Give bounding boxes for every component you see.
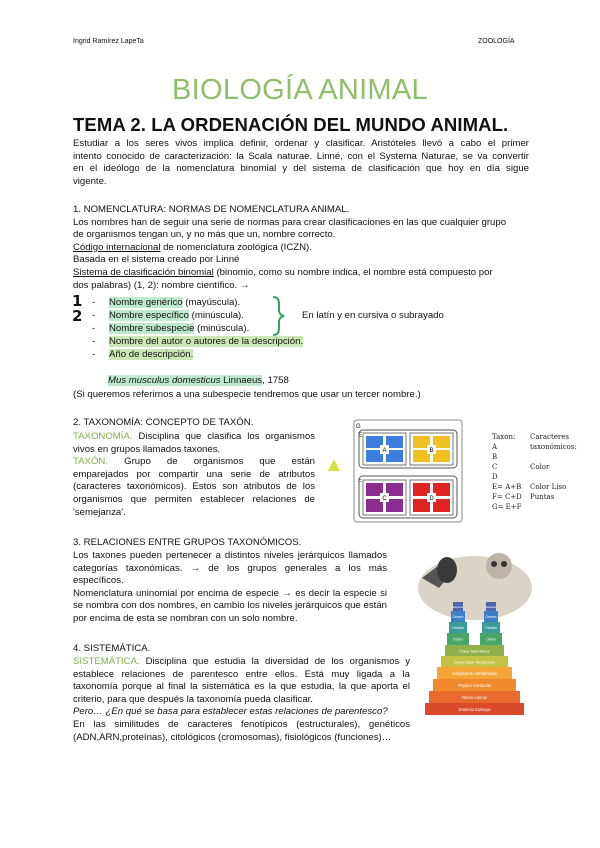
- author-name: Linnaeus: [220, 375, 263, 386]
- sistematica-line: [73, 656, 410, 669]
- legend-line: A: [492, 443, 498, 451]
- legend-characters: [530, 432, 580, 502]
- pyramid-label: Reino Animal: [462, 695, 487, 700]
- text-line: Los taxones pueden pertenecer a distintos niveles jerárquicos llamados: [73, 550, 387, 561]
- intro-line: vigente.: [73, 175, 107, 187]
- legend-line: Taxon:: [492, 433, 516, 441]
- text-line: específicos.: [73, 575, 124, 587]
- bullet-dash: -: [92, 336, 96, 347]
- taxon-diagram: [353, 418, 465, 524]
- list-item: [92, 349, 193, 362]
- text-span: (binomio, como su nombre indica, el nombre está compuesto por: [213, 266, 493, 278]
- pyramid-label: Especie: [486, 605, 496, 609]
- intro-line: en el ideólogo de la nomenclatura binomial y del sistema de clasificación que hoy en día sigue: [73, 163, 529, 175]
- legend-spacer: [530, 452, 580, 462]
- group-e-outline: [359, 430, 457, 468]
- text-line: vivos en grupos llamados taxones.: [73, 443, 221, 455]
- legend-line: F= C+D: [492, 493, 522, 501]
- label-b: B: [429, 448, 434, 454]
- term-label: TAXONOMÍA.: [73, 431, 133, 442]
- text-line: Los nombres han de seguir una serie de normas para crear clasificaciones en las que cualquier grupo: [73, 216, 507, 228]
- legend-line: Puntas: [530, 493, 555, 501]
- highlight-term: Nombre genérico: [109, 297, 183, 308]
- text-line: categorías taxonómicas. → de los grupos generales a los más: [73, 562, 387, 574]
- highlight-term: Nombre subespecie: [109, 323, 195, 334]
- owl-icon: [486, 553, 512, 579]
- latin-note: En latín y en cursiva o subrayado: [302, 310, 444, 321]
- text-span: Grupo de organismos que están: [108, 456, 315, 468]
- section-3-heading: 3. RELACIONES ENTRE GRUPOS TAXONÓMICOS.: [73, 537, 302, 548]
- pyramid-label: Superclase Tetrápodos: [454, 659, 495, 665]
- taxonomy-pyramid-image: [417, 548, 532, 720]
- label-d: D: [429, 496, 434, 502]
- text-line: por encima de esta se nombran con un solo nombre.: [73, 612, 298, 624]
- label-g: G: [356, 424, 361, 430]
- label-e: E: [358, 433, 363, 439]
- pyramid-label: Género: [485, 615, 497, 619]
- legend-line: G= E+F: [492, 503, 522, 511]
- text-span: Disciplina que clasifica los organismos: [132, 431, 315, 442]
- handwritten-mark-2: 2: [72, 307, 83, 325]
- section-2-heading: 2. TAXONOMÍA: CONCEPTO DE TAXÓN.: [73, 417, 254, 428]
- term-label: TAXÓN.: [73, 456, 109, 468]
- section-3-body: [73, 550, 387, 626]
- intro-line: intento conocido de caracterización: la Scala naturae. Linné, con el Systema Naturae, se va convertir: [73, 150, 529, 162]
- highlight-term: Nombre específico: [109, 310, 189, 321]
- list-item: [92, 336, 303, 349]
- pyramid-label: Género: [452, 615, 464, 619]
- page-title: BIOLOGÍA ANIMAL: [172, 74, 428, 106]
- text-line: establece relaciones de parentesco entre ellos. Está muy ligada a la: [73, 668, 410, 680]
- text-span: (minúscula).: [194, 323, 250, 334]
- pyramid-label: Phylum Cordados: [457, 683, 492, 688]
- text-line: de organismos tengan un, y no más que un, nombre correcto.: [73, 229, 336, 241]
- text-span: (mayúscula).: [182, 297, 241, 308]
- pyramid-label: Familia: [452, 626, 464, 630]
- legend-taxon: [492, 432, 528, 512]
- legend-line: Caracteres: [530, 433, 570, 441]
- section-heading: 1. NOMENCLATURA: NORMAS DE NOMENCLATURA ANIMAL.: [73, 204, 350, 215]
- label-f: F: [358, 480, 362, 486]
- text-line: emparejados por compartir una serie de atributos: [73, 468, 315, 480]
- pyramid-label: Especie: [453, 605, 463, 609]
- text-line: 'semejanza'.: [73, 506, 126, 518]
- triangle-arrow-icon: [327, 458, 341, 472]
- term-label: SISTEMÁTICA.: [73, 656, 140, 667]
- handwritten-mark-1: 1: [72, 292, 83, 310]
- brace-icon: [270, 295, 286, 337]
- header-author: Ingrid Ramírez LapeTa: [73, 38, 144, 45]
- pyramid-label: Familia: [485, 626, 497, 630]
- scientific-name-example: [108, 375, 289, 388]
- legend-line: E= A+B: [492, 483, 522, 491]
- legend-line: C: [492, 463, 498, 471]
- sistema-line: [73, 267, 533, 280]
- bullet-dash: -: [92, 310, 96, 321]
- list-item: [92, 297, 240, 310]
- text-span: (minúscula).: [188, 310, 244, 321]
- legend-line: Color: [530, 463, 550, 471]
- section-1: [73, 204, 533, 292]
- list-item: [92, 310, 244, 323]
- highlight-term: Año de descripción.: [109, 349, 194, 360]
- taxonomia-line: [73, 431, 315, 444]
- legend-line: B: [492, 453, 498, 461]
- underlined-term: Sistema de clasificación binomial: [73, 266, 214, 278]
- pyramid-label: Subphylum Vertebrados: [452, 671, 497, 676]
- text-line: taxonomía porque al final la sistemática es la que estudia, la que aporta el: [73, 681, 410, 693]
- text-line: criterio, para que después la taxonomía pueda clasificar.: [73, 693, 313, 705]
- tema-heading: TEMA 2. LA ORDENACIÓN DEL MUNDO ANIMAL.: [73, 114, 509, 135]
- section-4-body: [73, 656, 410, 744]
- bat-icon: [437, 557, 457, 583]
- legend-line: D: [492, 473, 498, 481]
- year: , 1758: [262, 375, 289, 386]
- legend-spacer: [530, 472, 580, 482]
- pyramid-label: Clase Mamíferos: [459, 648, 490, 654]
- text-line: Basada en el sistema creado por Linné: [73, 254, 240, 266]
- legend-line: Color Liso: [530, 483, 567, 491]
- question-line: Pero… ¿En qué se basa para establecer estas relaciones de parentesco?: [73, 706, 388, 718]
- text-line: dos palabras) (1, 2): nombre científico. →: [73, 279, 250, 291]
- header-subject: ZOOLOGÍA: [478, 38, 515, 45]
- text-line: organismos que permiten establecer relaciones de: [73, 493, 315, 505]
- codigo-line: [73, 242, 533, 255]
- text-span: Disciplina que estudia la diversidad de los organismos y: [139, 656, 410, 667]
- underlined-term: Código internacional: [73, 241, 161, 253]
- text-line: se nombra con dos nombres, en cambio los niveles jerárquicos que están: [73, 600, 387, 612]
- animal-silhouette: [418, 556, 532, 620]
- intro-line: Estudiar a los seres vivos implica definir, ordenar y clasificar. Aristóteles llevó a cabo el primer: [73, 138, 529, 149]
- list-item: [92, 323, 249, 336]
- highlight-term: Nombre del autor o autores de la descripción.: [109, 336, 304, 347]
- legend-line: taxonómicos:: [530, 443, 577, 451]
- text-line: (ADN,ARN,proteínas), citológicos (cromosomas), fisiológicos (funciones)…: [73, 731, 392, 743]
- intro-paragraph: [73, 138, 529, 188]
- pyramid-label: Orden: [486, 637, 496, 642]
- taxon-line: [73, 456, 315, 469]
- text-line: Nomenclatura uninomial por encima de especie → es decir la especie si: [73, 587, 387, 599]
- bullet-dash: -: [92, 297, 96, 308]
- subspecies-note: (Si queremos referirnos a una subespecie tendremos que usar un tercer nombre.): [73, 389, 421, 400]
- bullet-dash: -: [92, 323, 96, 334]
- italic-name: Mus musculus domesticus: [108, 375, 221, 386]
- label-c: C: [382, 496, 387, 502]
- label-a: A: [382, 448, 387, 454]
- text-line: (caracteres taxonómicos). Estos son atributos de los: [73, 481, 315, 493]
- pyramid-label: Dominio Eukarya: [458, 707, 491, 712]
- text-span: de nomenclatura zoológica (ICZN).: [160, 241, 312, 253]
- pyramid-label: Orden: [453, 637, 463, 642]
- bullet-dash: -: [92, 349, 96, 360]
- text-line: En las similitudes de caracteres fenotípicos (estructurales), genéticos: [73, 718, 410, 730]
- section-2-body: [73, 431, 315, 519]
- section-4-heading: 4. SISTEMÁTICA.: [73, 643, 151, 654]
